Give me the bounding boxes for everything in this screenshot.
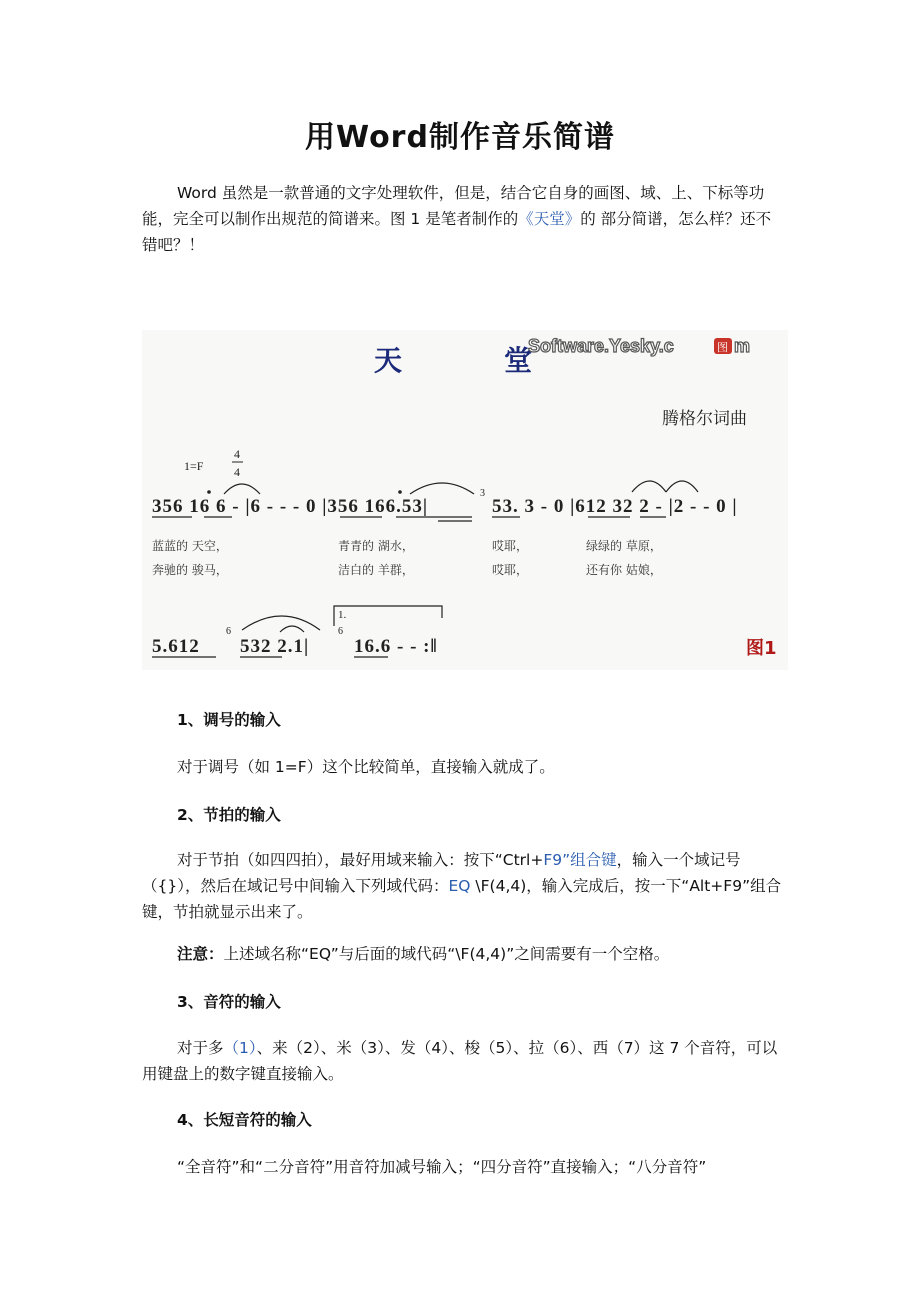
lyric-1-3: 哎耶， xyxy=(492,539,529,553)
section-text-time xyxy=(142,847,782,925)
page-title: 用Word制作音乐简谱 xyxy=(305,120,615,155)
section-heading-time: 2、节拍的输入 xyxy=(177,806,281,824)
slur xyxy=(666,481,698,492)
notes-text-2: 、来（2）、米（3）、发（4）、梭（5）、拉（6）、西（7）这 7 个音符，可以用键盘上的数字键直接输入。 xyxy=(142,1039,778,1083)
song-link[interactable]: 《天堂》 xyxy=(518,210,581,228)
intro-text-1: Word 虽然是一款普通的文字处理软件，但是，结合它自身的画图、域、上、下标等功能，完全可以制作出规范的简谱来。图 1 是笔者制作的 xyxy=(142,184,765,228)
slur xyxy=(632,481,666,492)
lyric-2-1: 奔驰的 骏马， xyxy=(152,563,228,577)
time-text-2: ，输入一个域记号（{}），然后在域记号中间输入下列域代码： xyxy=(142,851,741,895)
watermark xyxy=(528,336,750,356)
time-signature-top: 4 xyxy=(234,447,240,461)
notes-text-1: 对于多 xyxy=(177,1039,224,1057)
intro-text-2: 的 部分简谱，怎么样？还不错吧？！ xyxy=(142,210,772,254)
note-text: 上述域名称“EQ”与后面的域代码“\F(4,4)”之间需要有一个空格。 xyxy=(223,945,670,963)
time-signature-bottom: 4 xyxy=(234,465,240,479)
time-text-3: \F(4,4)，输入完成后，按一下“Alt+F9”组合键，节拍就显示出来了。 xyxy=(142,877,782,921)
section-text-duration: “全音符”和“二分音符”用音符加减号输入；“四分音符”直接输入；“八分音符” xyxy=(177,1158,707,1176)
notation-line-1b: 53. 3 - 0 |612 32 2 - |2 - - 0 | xyxy=(492,496,738,517)
section-heading-key: 1、调号的输入 xyxy=(177,711,281,729)
time-text-1: 对于节拍（如四四拍），最好用域来输入：按下“Ctrl+ xyxy=(177,851,544,869)
volta-bracket xyxy=(334,606,442,626)
octave-dot xyxy=(207,490,211,494)
grace-note: 6 xyxy=(338,626,343,637)
figure-label: 图1 xyxy=(746,638,777,659)
lyric-1-1: 蓝蓝的 天空， xyxy=(152,539,228,553)
lyric-2-3: 哎耶， xyxy=(492,563,529,577)
section-text-key: 对于调号（如 1=F）这个比较简单，直接输入就成了。 xyxy=(177,758,555,776)
song-title-char-2: 堂 xyxy=(504,346,533,377)
notation-line-2a: 5.612 xyxy=(152,636,200,657)
slur xyxy=(280,626,304,632)
slur xyxy=(410,483,474,494)
intro-paragraph xyxy=(142,180,782,258)
slur xyxy=(224,484,260,494)
note-label: 注意： xyxy=(177,945,224,963)
f9-link[interactable]: F9”组合键 xyxy=(543,851,617,869)
lyric-1-4: 绿绿的 草原， xyxy=(586,539,662,553)
section-text-notes xyxy=(142,1035,782,1087)
figure-sheet-music xyxy=(142,330,788,670)
song-title-char-1: 天 xyxy=(374,346,403,377)
composer: 腾格尔词曲 xyxy=(662,409,747,429)
lyric-2-2: 洁白的 羊群， xyxy=(338,563,414,577)
section-heading-notes: 3、音符的输入 xyxy=(177,993,281,1011)
grace-note: 6 xyxy=(226,626,231,637)
section-heading-duration: 4、长短音符的输入 xyxy=(177,1111,312,1129)
slur xyxy=(242,616,320,630)
lyric-1-2: 青青的 湖水， xyxy=(338,539,414,553)
eq-link[interactable]: EQ xyxy=(448,877,471,895)
notation-line-2b: 532 2.1| xyxy=(240,636,310,657)
volta-label: 1. xyxy=(338,609,347,621)
notation-line-2c: 16.6 - - :‖ xyxy=(354,636,438,657)
watermark-logo-icon: 图 xyxy=(717,341,728,354)
note-paragraph xyxy=(142,941,782,967)
do-link[interactable]: （1） xyxy=(223,1039,257,1057)
grace-note: 3 xyxy=(480,488,485,499)
octave-dot xyxy=(398,490,402,494)
watermark-text-end: m xyxy=(734,336,751,356)
lyric-2-4: 还有你 姑娘， xyxy=(586,563,662,577)
notation-line-1: 356 16 6 - |6 - - - 0 |356 166.53| xyxy=(152,496,429,517)
watermark-text: Software.Yesky.c xyxy=(528,336,674,356)
key-signature: 1=F xyxy=(184,459,204,473)
